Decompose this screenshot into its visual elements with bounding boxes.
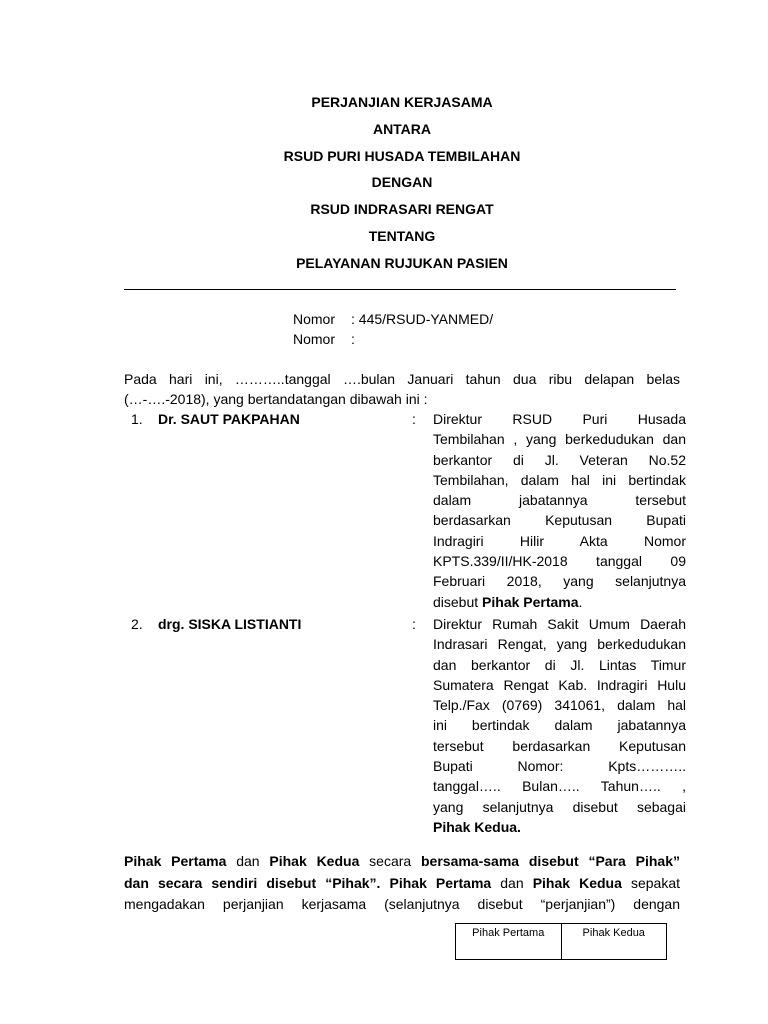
party-description-line [433, 817, 686, 837]
closing-text: secara [359, 853, 421, 869]
title-line: PELAYANAN RUJUKAN PASIEN [296, 254, 508, 271]
party-description-line: Bupati Nomor: Kpts……….. [433, 758, 686, 775]
party-description-line: tanggal….. Bulan….. Tahun….. , [433, 778, 686, 795]
party-role: Pihak Pertama [482, 593, 579, 610]
closing-paragraph [124, 851, 680, 916]
signature-cell-second-party: Pihak Kedua [561, 924, 667, 959]
party-number: 2. [131, 616, 143, 632]
intro-line: Pada hari ini, ………..tanggal ….bulan Januari tahun dua ribu delapan belas [124, 371, 680, 387]
party-description-line: Februari 2018, yang selanjutnya [433, 573, 686, 590]
party-description [433, 409, 686, 612]
closing-text: dan [491, 874, 533, 891]
party-description-line: Telp./Fax (0769) 341061, dalam hal [433, 697, 686, 714]
party-colon: : [412, 411, 416, 427]
party-name: Dr. SAUT PAKPAHAN [158, 411, 300, 427]
party-description-line: ini bertindak dalam jabatannya [433, 717, 686, 734]
title-line: DENGAN [371, 174, 433, 191]
party-name: drg. SISKA LISTIANTI [158, 616, 302, 632]
party-description-line: dan berkantor di Jl. Lintas Timur [433, 656, 686, 673]
party-description-line: berkantor di Jl. Veteran No.52 [433, 451, 686, 468]
party-description-line: Sumatera Rengat Kab. Indragiri Hulu [433, 676, 686, 693]
party-description-line: Direktur Rumah Sakit Umum Daerah [433, 616, 686, 632]
party-role-prefix: disebut [433, 593, 483, 610]
document-number-block [293, 309, 493, 349]
party-description-line: dalam jabatannya tersebut [433, 492, 686, 509]
party-description-line: tersebut berdasarkan Keputusan [433, 737, 686, 754]
document-number-row [293, 329, 493, 349]
number-label: Nomor [293, 331, 336, 347]
closing-bold: bersama-sama disebut “Para Pihak” [421, 853, 680, 869]
closing-line [124, 851, 680, 873]
party-description-line: Indragiri Hilir Akta Nomor [433, 532, 686, 549]
party-description-line: Direktur RSUD Puri Husada [433, 411, 686, 427]
party-description-line: KPTS.339/II/HK-2018 tanggal 09 [433, 553, 686, 570]
number-value: : 445/RSUD-YANMED/ [351, 311, 494, 327]
party-role: Pihak Kedua. [433, 818, 521, 835]
closing-line [124, 873, 680, 895]
party-description-line: Tembilahan, dalam hal ini bertindak [433, 471, 686, 488]
intro-paragraph [124, 369, 680, 409]
closing-bold: Pihak Kedua [532, 874, 622, 891]
party-number: 1. [131, 411, 143, 427]
title-line: ANTARA [372, 120, 432, 137]
party-description [433, 614, 686, 837]
party-colon: : [412, 616, 416, 632]
party-description-line: yang selanjutnya disebut sebagai [433, 798, 686, 815]
party-description-line [433, 592, 686, 612]
closing-line: mengadakan perjanjian kerjasama (selanjutnya disebut “perjanjian”) dengan [124, 896, 680, 912]
closing-bold: dan secara sendiri disebut “Pihak”. Pihak Pertama [124, 874, 492, 891]
number-label: Nomor [293, 311, 336, 327]
party-description-line: berdasarkan Keputusan Bupati [433, 512, 686, 529]
number-value: : [351, 331, 355, 347]
party-description-line: Tembilahan , yang berkedudukan dan [433, 431, 686, 448]
title-line: RSUD PURI HUSADA TEMBILAHAN [283, 147, 521, 164]
intro-line: (…-….-2018), yang bertandatangan dibawah ini : [124, 391, 428, 407]
title-line: PERJANJIAN KERJASAMA [311, 94, 493, 110]
title-line: RSUD INDRASARI RENGAT [310, 201, 494, 218]
party-description-line: Indrasari Rengat, yang berkedudukan [433, 636, 686, 653]
signature-cell-first-party: Pihak Pertama [472, 927, 545, 939]
title-line: TENTANG [368, 227, 436, 244]
document-title [124, 92, 680, 280]
closing-bold: Pihak Kedua [269, 853, 360, 869]
party-role-suffix: . [578, 593, 583, 610]
closing-text: sepakat [621, 874, 680, 891]
closing-text: dan [226, 853, 270, 869]
closing-bold: Pihak Pertama [124, 853, 227, 869]
signature-table [455, 923, 667, 960]
title-divider [124, 289, 676, 290]
document-number-row [293, 309, 493, 329]
